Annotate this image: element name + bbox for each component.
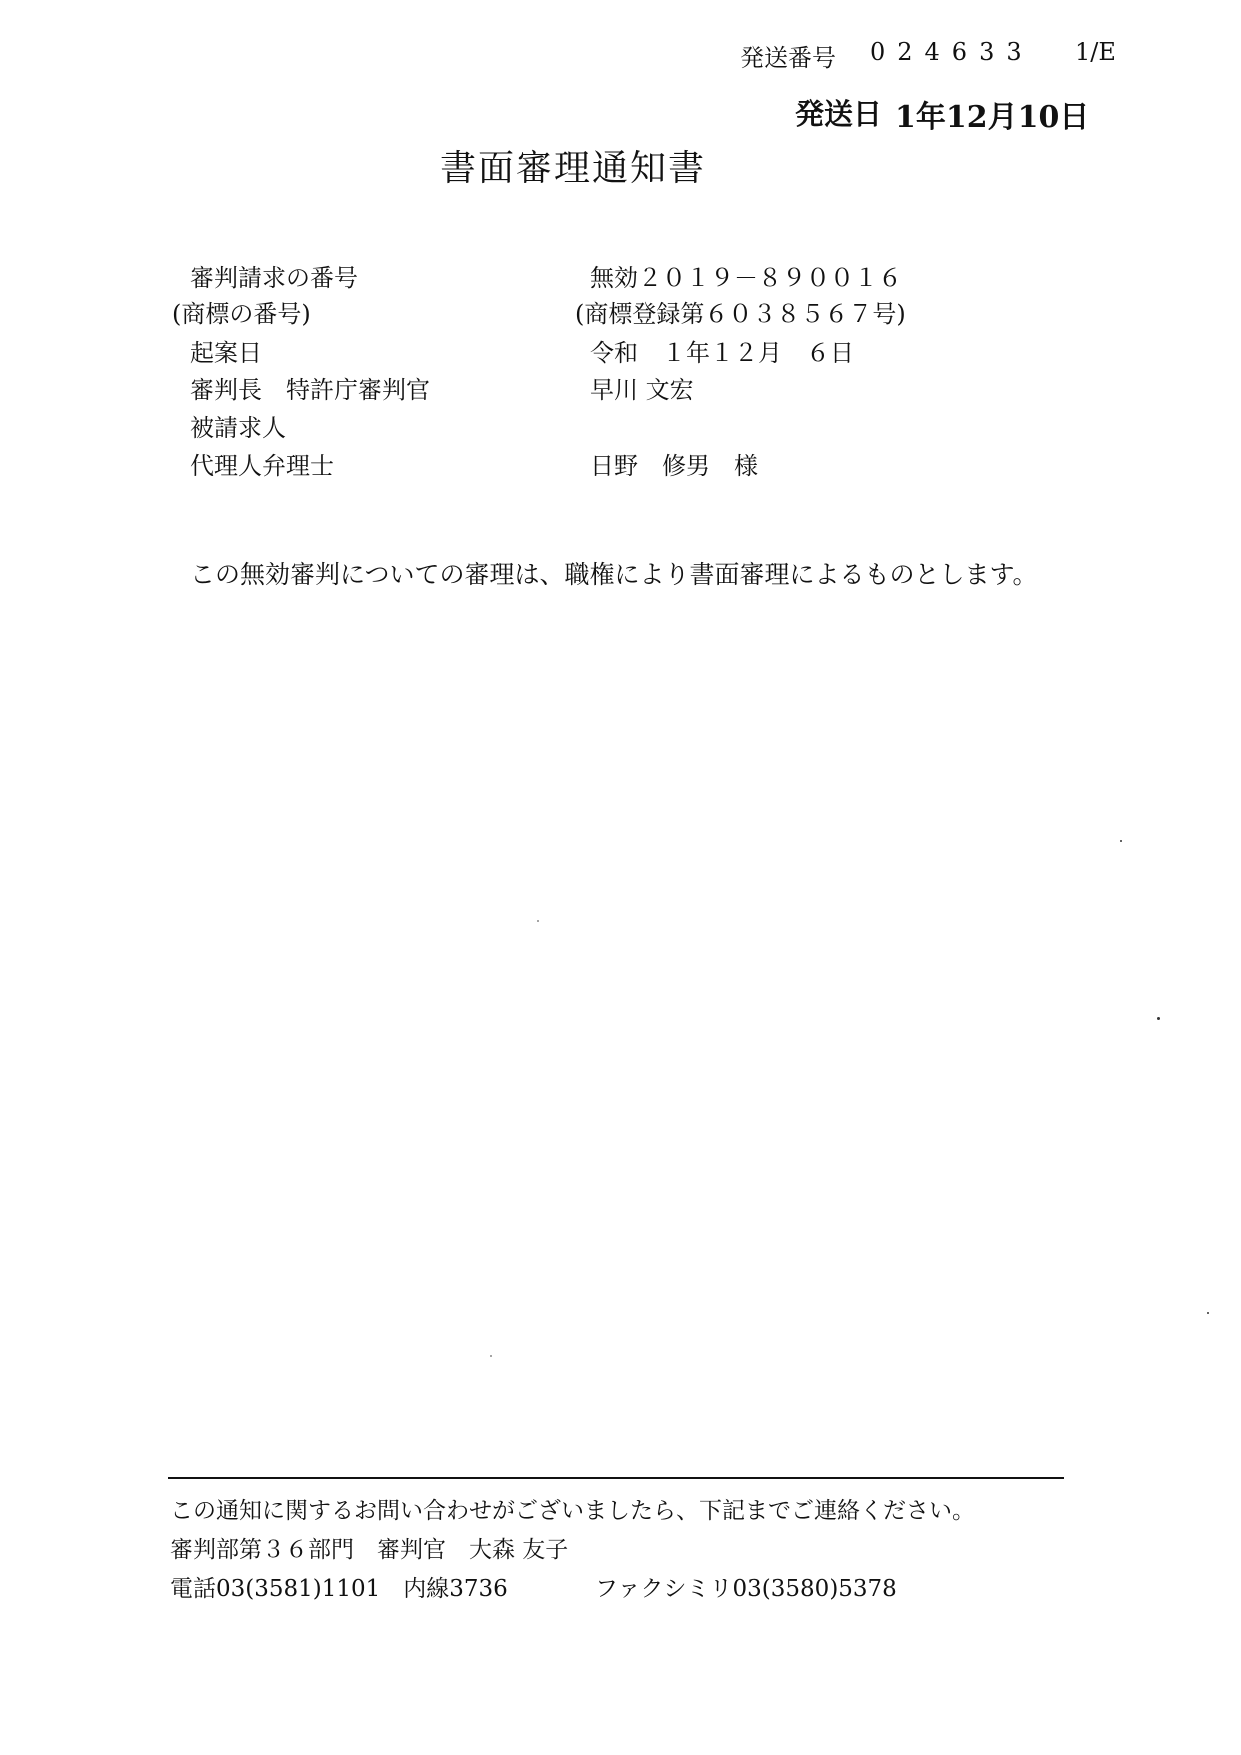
footer-divider <box>168 1477 1064 1479</box>
field-value-draft-date: 令和 １年１２月 ６日 <box>590 339 854 367</box>
field-value-appeal-number: 無効２０１９－８９００１６ <box>590 264 902 292</box>
field-label-trademark-number: (商標の番号) <box>172 300 311 328</box>
footer-fax: ファクシミリ03(3580)5378 <box>595 1576 897 1602</box>
document-title: 書面審理通知書 <box>440 148 707 189</box>
scan-speck <box>1120 840 1122 842</box>
dispatch-number-label: 発送番号 <box>740 44 836 72</box>
scan-speck <box>1157 1017 1160 1020</box>
field-value-chief-examiner: 早川 文宏 <box>590 376 694 404</box>
field-label-appeal-number: 審判請求の番号 <box>190 264 358 292</box>
field-label-draft-date: 起案日 <box>190 339 262 367</box>
scan-speck <box>1207 1312 1209 1314</box>
field-label-chief-examiner: 審判長 特許庁審判官 <box>190 376 430 404</box>
field-label-respondent: 被請求人 <box>190 414 286 442</box>
footer-phone: 電話03(3581)1101 内線3736 <box>170 1576 508 1602</box>
dispatch-date: 1年12月10日 <box>895 100 1090 135</box>
body-text: この無効審判についての審理は、職権により書面審理によるものとします。 <box>190 560 1038 589</box>
field-label-patent-attorney: 代理人弁理士 <box>190 452 334 480</box>
dispatch-number: 024633 <box>870 38 1034 66</box>
scan-speck <box>537 920 539 922</box>
footer-department: 審判部第３６部門 審判官 大森 友子 <box>170 1537 569 1563</box>
footer-notice: この通知に関するお問い合わせがございましたら、下記までご連絡ください。 <box>170 1498 975 1524</box>
field-value-patent-attorney: 日野 修男 様 <box>590 452 758 480</box>
dispatch-date-label: 発送日 <box>795 97 883 131</box>
scan-speck <box>490 1355 492 1357</box>
page-number: 1/E <box>1075 38 1116 66</box>
field-value-trademark-number: (商標登録第６０３８５６７号) <box>575 300 906 328</box>
